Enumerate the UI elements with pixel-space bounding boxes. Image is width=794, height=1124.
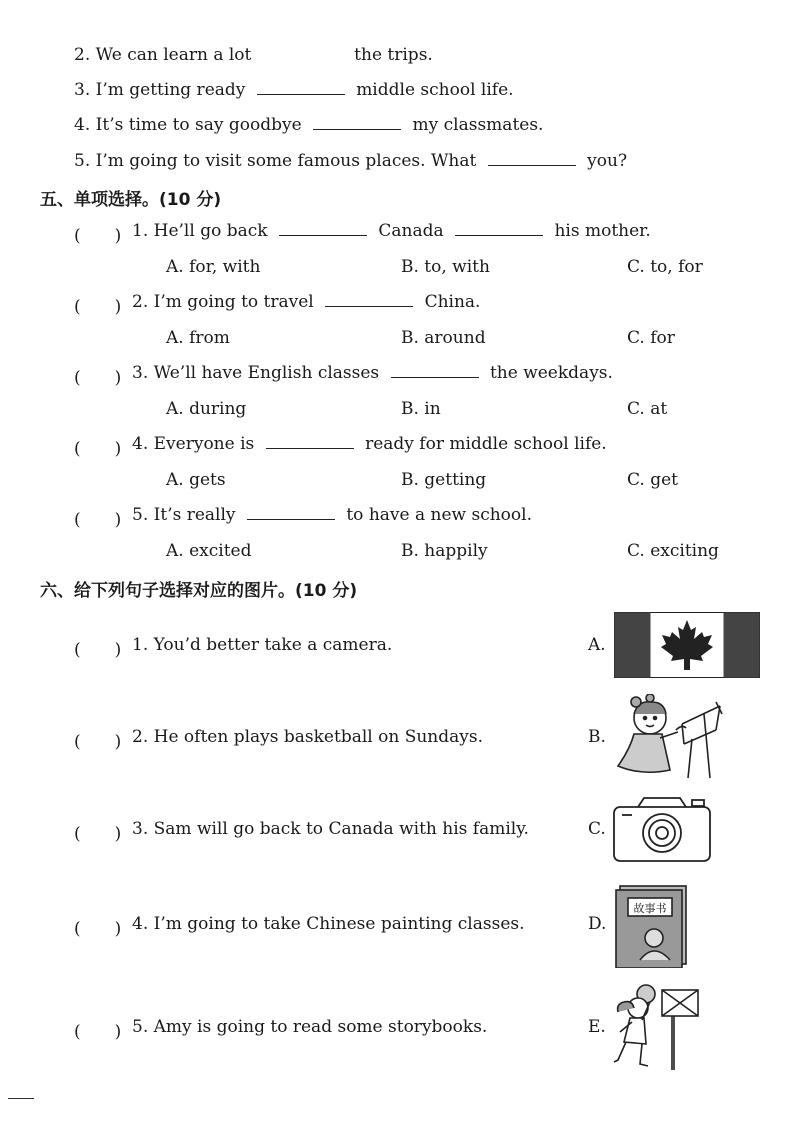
section-heading-picture-matching: 六、给下列句子选择对应的图片。(10 分) <box>40 581 358 601</box>
option-b: B. to, with <box>401 257 490 277</box>
answer-paren[interactable]: ( ) <box>74 919 122 939</box>
option-a: A. gets <box>166 470 226 490</box>
picture-letter-e: E. <box>588 1017 606 1037</box>
answer-paren[interactable]: ( ) <box>74 297 122 317</box>
answer-paren[interactable]: ( ) <box>74 368 122 388</box>
answer-blank[interactable] <box>279 221 367 236</box>
camera-icon <box>612 795 712 863</box>
answer-paren[interactable]: ( ) <box>74 640 122 660</box>
answer-blank[interactable] <box>391 363 479 378</box>
option-c: C. to, for <box>627 257 703 277</box>
storybook-icon <box>614 882 690 968</box>
option-c: C. exciting <box>627 541 719 561</box>
answer-blank[interactable] <box>247 505 335 520</box>
answer-blank[interactable] <box>266 434 354 449</box>
page-edge-mark <box>8 1098 34 1099</box>
boy-basketball-icon <box>610 982 706 1072</box>
answer-paren[interactable]: ( ) <box>74 226 122 246</box>
option-b: B. happily <box>401 541 488 561</box>
answer-paren[interactable]: ( ) <box>74 824 122 844</box>
option-a: A. for, with <box>166 257 261 277</box>
option-b: B. around <box>401 328 486 348</box>
answer-blank[interactable] <box>488 151 576 166</box>
fill-item-5: 5. I’m going to visit some famous places. What you? <box>74 151 628 171</box>
fill-item-2: 2. We can learn a lot the trips. <box>74 45 433 65</box>
answer-blank[interactable] <box>257 80 345 95</box>
picture-letter-a: A. <box>588 635 606 655</box>
fill-item-4: 4. It’s time to say goodbye my classmates. <box>74 115 544 135</box>
picture-letter-b: B. <box>588 727 606 747</box>
picture-letter-c: C. <box>588 819 606 839</box>
option-a: A. excited <box>166 541 252 561</box>
fill-item-3: 3. I’m getting ready middle school life. <box>74 80 514 100</box>
option-c: C. at <box>627 399 668 419</box>
option-c: C. for <box>627 328 675 348</box>
answer-paren[interactable]: ( ) <box>74 1022 122 1042</box>
canada-flag-icon <box>614 612 760 678</box>
answer-blank[interactable] <box>455 221 543 236</box>
answer-paren[interactable]: ( ) <box>74 439 122 459</box>
girl-painting-icon <box>612 694 724 780</box>
option-a: A. from <box>166 328 230 348</box>
answer-blank[interactable] <box>313 115 401 130</box>
answer-blank[interactable] <box>325 292 413 307</box>
section-heading-multiple-choice: 五、单项选择。(10 分) <box>40 190 222 210</box>
option-b: B. getting <box>401 470 487 490</box>
picture-letter-d: D. <box>588 914 607 934</box>
option-a: A. during <box>166 399 247 419</box>
answer-paren[interactable]: ( ) <box>74 510 122 530</box>
option-c: C. get <box>627 470 678 490</box>
answer-paren[interactable]: ( ) <box>74 732 122 752</box>
option-b: B. in <box>401 399 441 419</box>
storybook-title: 故事书 <box>633 902 667 915</box>
